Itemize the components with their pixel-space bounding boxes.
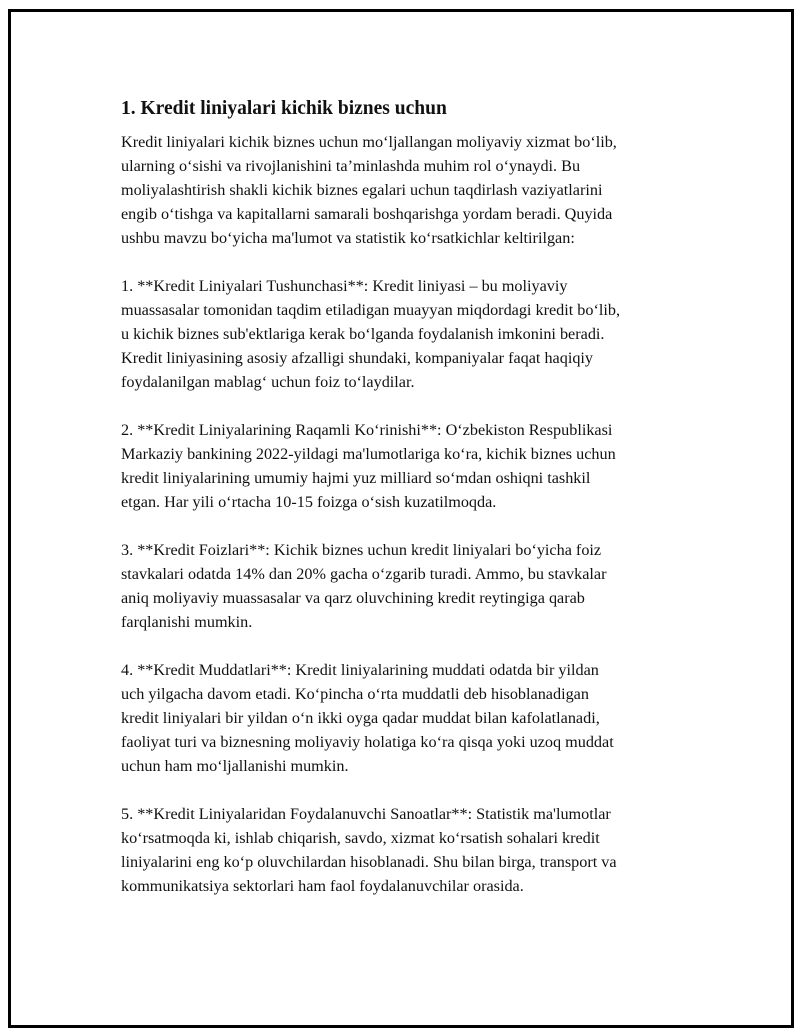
- section-credit-industries: 5. **Kredit Liniyalaridan Foydalanuvchi Sanoatlar**: Statistik ma'lumotlar ko‘rsatmoqda ki, ishlab chiqarish, savdo, xizmat ko‘rsatish sohalari kredit liniyalarini eng ko‘p oluvchilardan hisoblanadi. Shu bilan birga, transport va kommunikatsiya sektorlari ham faol foydalanuvchilar orasida.: [121, 805, 617, 895]
- section-credit-line-figures: 2. **Kredit Liniyalarining Raqamli Ko‘rinishi**: O‘zbekiston Respublikasi Markaziy bankining 2022-yildagi ma'lumotlariga ko‘ra, kichik biznes uchun kredit liniyalarining umumiy hajmi yuz milliard so‘mdan oshiqni tashkil etgan. Har yili o‘rtacha 10-15 foizga o‘sish kuzatilmoqda.: [121, 421, 616, 511]
- document-title: 1. Kredit liniyalari kichik biznes uchun: [121, 98, 447, 119]
- document-body: [121, 97, 706, 922]
- section-credit-interest: 3. **Kredit Foizlari**: Kichik biznes uchun kredit liniyalari bo‘yicha foiz stavkalari odatda 14% dan 20% gacha o‘zgarib turadi. Ammo, bu stavkalar aniq moliyaviy muassasalar va qarz oluvchining kredit reytingiga qarab farqlanishi mumkin.: [121, 541, 607, 631]
- page-border: [8, 9, 794, 1028]
- section-credit-terms: 4. **Kredit Muddatlari**: Kredit liniyalarining muddati odatda bir yildan uch yilgacha davom etadi. Ko‘pincha o‘rta muddatli deb hisoblanadigan kredit liniyalari bir yildan o‘n ikki oyga qadar muddat bilan kafolatlanadi, faoliyat turi va biznesning moliyaviy holatiga ko‘ra qisqa yoki uzoq muddat uchun ham mo‘ljallanishi mumkin.: [121, 661, 614, 775]
- section-credit-line-concept: 1. **Kredit Liniyalari Tushunchasi**: Kredit liniyasi – bu moliyaviy muassasalar tomonidan taqdim etiladigan muayyan miqdordagi kredit bo‘lib, u kichik biznes sub'ektlariga kerak bo‘lganda foydalanish imkonini beradi. Kredit liniyasining asosiy afzalligi shundaki, kompaniyalar faqat haqiqiy foydalanilgan mablag‘ uchun foiz to‘laydilar.: [121, 277, 620, 391]
- intro-paragraph: Kredit liniyalari kichik biznes uchun mo‘ljallangan moliyaviy xizmat bo‘lib, ularning o‘sishi va rivojlanishini ta’minlashda muhim rol o‘ynaydi. Bu moliyalashtirish shakli kichik biznes egalari uchun taqdirlash vaziyatlarini engib o‘tishga va kapitallarni samarali boshqarishga yordam beradi. Quyida ushbu mavzu bo‘yicha ma'lumot va statistik ko‘rsatkichlar keltirilgan:: [121, 133, 617, 247]
